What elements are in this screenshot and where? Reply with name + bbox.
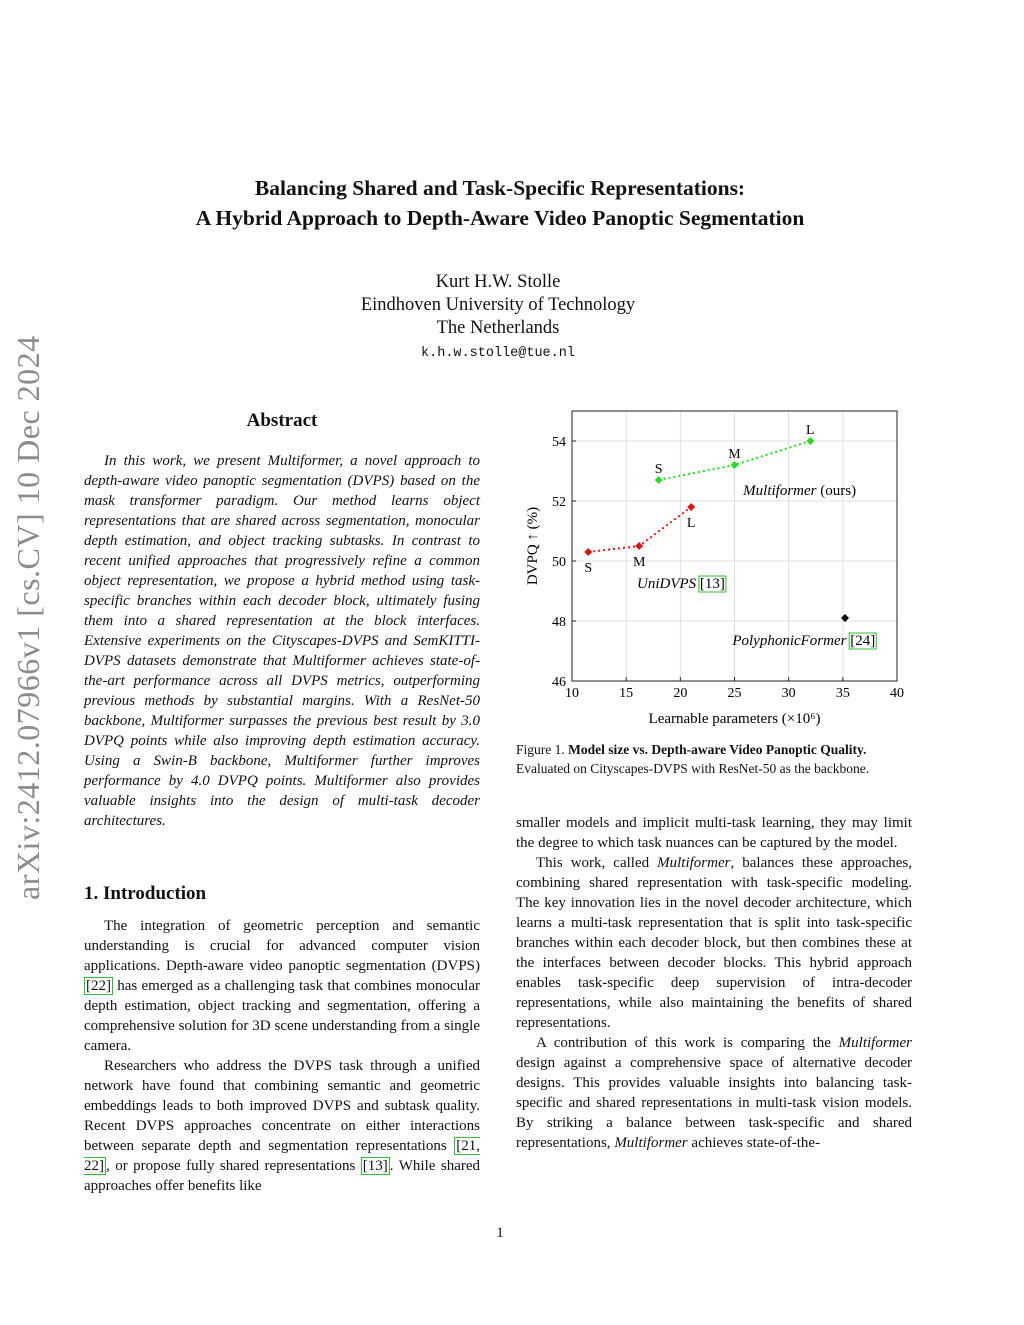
abstract-heading: Abstract (246, 410, 318, 431)
y-tick-label: 48 (552, 615, 566, 630)
y-tick-label: 50 (552, 555, 566, 570)
data-point-multiformer (806, 437, 814, 445)
data-point-unidvps (687, 503, 695, 511)
page-number: 1 (496, 1225, 504, 1241)
citation-link[interactable]: [21, 22] (84, 1138, 480, 1174)
data-point-label: L (806, 423, 815, 438)
intro-paragraph-5: A contribution of this work is comparing the Multiformer design against a comprehensive space of alternative decoder designs. This provides valuable insights into balancing task-specific and shared representations in multi-task vision models. By striking a balance between task-specific and shared representations, Multiformer achieves state-of-the- (516, 1035, 912, 1151)
intro-paragraph-2: Researchers who address the DVPS task through a unified network have found that combining semantic and geometric embeddings leads to both improved DVPS and subtask quality. Recent DVPS approaches concentrate on either interactions between separate depth and segmentation representations [21, 22] , or propose fully shared representations [13] . While shared approaches offer benefits like (84, 1058, 480, 1194)
intro-paragraph-3: smaller models and implicit multi-task learning, they may limit the degree to which task nuances can be captured by the model. (516, 815, 912, 851)
abstract-text: In this work, we present Multiformer, a novel approach to depth-aware video panoptic segmentation (DVPS) based on the mask transformer paradigm. Our method learns object representations that are shared across segmentation, monocular depth estimation, and object tracking subtasks. In contrast to recent unified approaches that progressively refine a common object representation, we propose a hybrid method using task-specific branches within each decoder block, ultimately fusing them into a shared representation at the block interfaces. Extensive experiments on the Cityscapes-DVPS and SemKITTI-DVPS datasets demonstrate that Multiformer achieves state-of-the-art performance across all DVPS metrics, outperforming previous methods by substantial margins. With a ResNet-50 backbone, Multiformer surpasses the previous best result by 3.0 DVPQ points while also improving depth estimation accuracy. Using a Swin-B backbone, Multiformer further improves performance by 4.0 DVPQ points. Multiformer also provides valuable insights into the design of multi-task decoder architectures. (84, 453, 480, 829)
y-tick-label: 52 (552, 495, 566, 510)
y-tick-label: 46 (552, 675, 566, 690)
x-tick-label: 15 (619, 686, 634, 701)
citation-link[interactable]: [13] (362, 1158, 388, 1174)
author-affiliation: Eindhoven University of Technology (360, 295, 636, 315)
x-axis-label: Learnable parameters (×10⁶) (648, 711, 821, 727)
data-point-unidvps (584, 548, 592, 556)
intro-paragraph-1: The integration of geometric perception and semantic understanding is crucial for advanced computer vision applications. Depth-aware video panoptic segmentation (DVPS) [22] has emerged as a challenging task that combines monocular depth estimation, object tracking and segmentation, offering a comprehensive solution for 3D scene understanding from a single camera. (84, 918, 480, 1054)
paper-title-line2: A Hybrid Approach to Depth-Aware Video Panoptic Segmentation (195, 206, 805, 230)
data-point-label: S (654, 462, 663, 477)
x-tick-label: 30 (781, 686, 796, 701)
section-heading-introduction: 1. Introduction (84, 883, 207, 904)
paper-title-line1: Balancing Shared and Task-Specific Representations: (254, 176, 746, 200)
data-point-multiformer (731, 461, 739, 469)
introduction-left-column (84, 916, 480, 1196)
x-tick-label: 35 (835, 686, 850, 701)
figure-1-chart (510, 398, 920, 733)
author-country: The Netherlands (436, 318, 560, 338)
author-name: Kurt H.W. Stolle (435, 272, 561, 292)
y-tick-label: 54 (552, 435, 566, 450)
x-tick-label: 40 (890, 686, 904, 701)
data-point-label: S (584, 561, 593, 576)
data-point-label: M (632, 555, 646, 570)
data-point-label: L (686, 516, 696, 531)
x-tick-label: 25 (727, 686, 742, 701)
figure-caption: Figure 1. Model size vs. Depth-aware Video Panoptic Quality. Evaluated on Cityscapes-DVPS with ResNet-50 as the backbone. (516, 742, 870, 776)
x-tick-label: 20 (673, 686, 688, 701)
author-email[interactable]: k.h.w.stolle@tue.nl (421, 346, 575, 361)
x-tick-label: 10 (565, 686, 579, 701)
series-annotation-unidvps: UniDVPS [13] (637, 576, 725, 592)
citation-link[interactable]: [22] (86, 978, 111, 994)
series-annotation-multiformer: Multiformer (ours) (743, 483, 857, 499)
series-annotation-polyphonicformer: PolyphonicFormer [24] (732, 633, 876, 649)
y-axis-label: DVPQ ↑ (%) (525, 506, 541, 586)
arxiv-identifier: arXiv:2412.07966v1 [cs.CV] 10 Dec 2024 (10, 335, 46, 900)
data-point-label: M (728, 447, 741, 462)
intro-paragraph-4: This work, called Multiformer, balances these approaches, combining shared representation with task-specific modeling. The key innovation lies in the novel decoder architecture, which learns a multi-task representation that is split into task-specific branches within each decoder block, but then combines these at the interfaces between decoder blocks. This hybrid approach enables task-specific deep supervision of intra-decoder representations, while also maintaining the benefits of shared representations. (516, 855, 912, 1031)
data-point-multiformer (655, 476, 663, 484)
introduction-right-column (516, 813, 912, 1153)
chart-svg (510, 398, 920, 733)
